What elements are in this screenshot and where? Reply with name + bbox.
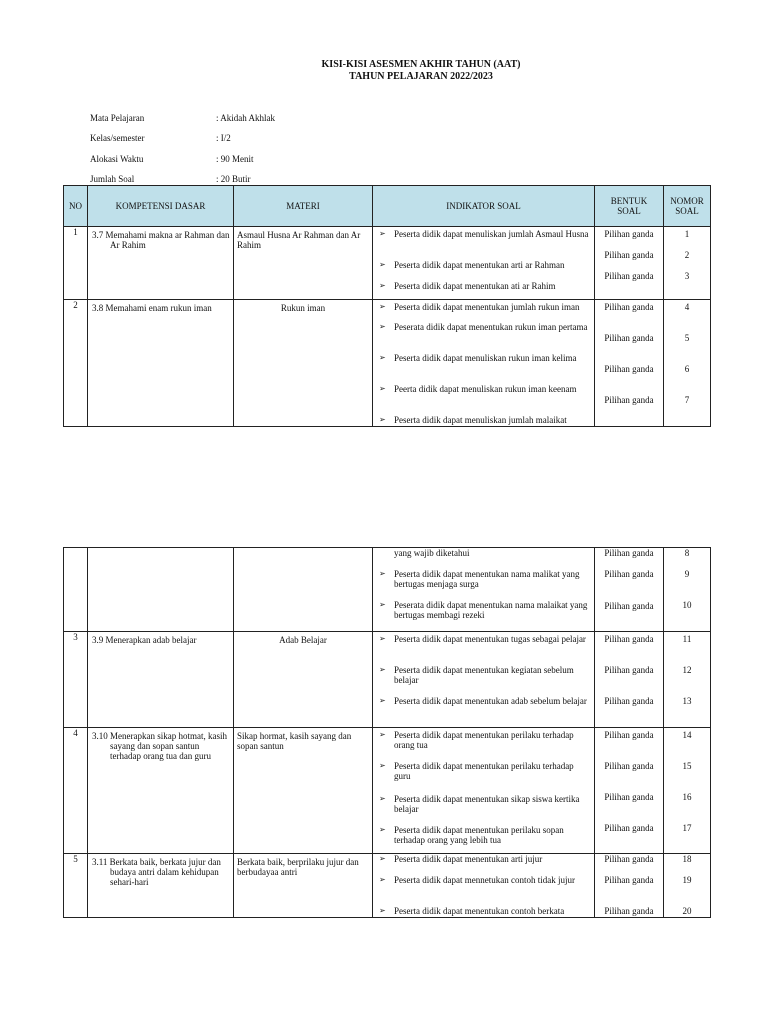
indikator-item [377,322,592,332]
indikator-item [377,854,592,864]
indikator-item [377,415,592,425]
nomor-item: 3 [684,271,690,281]
row-kompetensi-dasar [88,632,234,728]
indikator-item [377,384,592,394]
bentuk-item: Pilihan ganda [604,730,654,740]
nomor-item: 17 [682,823,692,833]
nomor-item: 4 [684,302,690,312]
info-value-waktu: : 90 Menit [216,154,254,164]
row-kompetensi-dasar [88,227,234,300]
row-indikator [373,854,595,918]
bentuk-item: Pilihan ganda [604,250,654,260]
bentuk-item: Pilihan ganda [604,854,654,864]
arrow-bullet-icon: ➢ [379,825,386,834]
row-no: 4 [64,728,88,854]
row-indikator [373,728,595,854]
arrow-bullet-icon: ➢ [379,761,386,770]
nomor-item: 20 [682,906,692,916]
bentuk-item: Pilihan ganda [604,271,654,281]
arrow-bullet-icon: ➢ [379,415,386,424]
indikator-text: Peserta didik dapat menuliskan jumlah malaikat [394,415,567,425]
indikator-text: Peserta didik dapat menuliskan rukun iman kelima [394,353,577,363]
indikator-continuation [377,548,592,558]
indikator-text: Peserta didik dapat mennetukan contoh tidak jujur [394,875,575,885]
bentuk-item: Pilihan ganda [604,569,654,579]
indikator-item [377,229,592,239]
bentuk-item: Pilihan ganda [604,906,654,916]
materi-text: Adab Belajar [279,635,327,645]
kd-text: 3.11 Berkata baik, berkata jujur dan budaya antri dalam kehidupan sehari-hari [92,857,221,887]
indikator-text: yang wajib diketahui [394,548,470,558]
row-bentuk-soal [595,227,664,300]
table-row [64,728,711,854]
document-title-line2: TAHUN PELAJARAN 2022/2023 [349,71,493,82]
nomor-item: 11 [682,634,692,644]
indikator-text: Peserata didik dapat menentukan nama malaikat yang bertugas membagi rezeki [394,600,588,620]
bentuk-item: Pilihan ganda [604,601,654,611]
header-bentuk-soal [595,186,664,227]
bentuk-item: Pilihan ganda [604,364,654,374]
bentuk-item: Pilihan ganda [604,823,654,833]
bentuk-item: Pilihan ganda [604,229,654,239]
row-no: 5 [64,854,88,918]
arrow-bullet-icon: ➢ [379,634,386,643]
bentuk-item: Pilihan ganda [604,792,654,802]
info-label-jumlah: Jumlah Soal [90,174,135,184]
arrow-bullet-icon: ➢ [379,730,386,739]
nomor-item: 6 [684,364,690,374]
indikator-text: Peserta didik dapat menentukan contoh berkata [394,906,565,916]
indikator-item [377,696,592,706]
indikator-text: Peserta didik dapat menentukan perilaku terhadap guru [394,761,574,781]
indikator-text: Peserta didik dapat menentukan nama malikat yang bertugas menjaga surga [394,569,580,589]
row-indikator [373,632,595,728]
materi-text: Rukun iman [280,303,326,313]
kisi-table-page2 [63,547,711,918]
row-no: 1 [64,227,88,300]
row-bentuk-soal [595,854,664,918]
indikator-item [377,875,592,885]
indikator-text: Peserta didik dapat menentukan jumlah rukun iman [394,302,580,312]
info-label-kelas: Kelas/semester [90,133,145,143]
info-label-waktu: Alokasi Waktu [90,154,144,164]
row-no: 3 [64,632,88,728]
nomor-item: 1 [684,229,690,239]
table-row [64,854,711,918]
row-nomor-soal [664,300,711,427]
nomor-item: 14 [682,730,692,740]
indikator-item [377,665,592,685]
row-kompetensi-dasar [88,300,234,427]
row-bentuk-soal [595,632,664,728]
nomor-item: 8 [684,548,690,558]
table-row [64,548,711,632]
bentuk-item: Pilihan ganda [604,395,654,405]
table-header-row [64,186,711,227]
indikator-item [377,634,592,644]
row-materi [234,632,373,728]
row-kompetensi-dasar [88,728,234,854]
nomor-item: 15 [682,761,692,771]
row-nomor-soal [664,548,711,632]
indikator-item [377,730,592,750]
indikator-text: Peserta didik dapat menentukan arti ar Rahman [394,260,565,270]
arrow-bullet-icon: ➢ [379,353,386,362]
arrow-bullet-icon: ➢ [379,906,386,915]
row-materi [234,728,373,854]
kd-text: 3.8 Memahami enam rukun iman [92,303,212,313]
bentuk-item: Pilihan ganda [604,696,654,706]
bentuk-item: Pilihan ganda [604,761,654,771]
info-value-mapel: : Akidah Akhlak [216,113,275,123]
table-row [64,227,711,300]
row-bentuk-soal [595,548,664,632]
indikator-text: Peserta didik dapat menuliskan jumlah Asmaul Husna [394,229,589,239]
nomor-item: 2 [684,250,690,260]
bentuk-item: Pilihan ganda [604,634,654,644]
row-kompetensi-dasar [88,854,234,918]
row-nomor-soal [664,728,711,854]
arrow-bullet-icon: ➢ [379,302,386,311]
bentuk-item: Pilihan ganda [604,333,654,343]
materi-text: Sikap hormat, kasih sayang dan sopan santun [237,731,352,751]
indikator-text: Peserta didik dapat menentukan perilaku sopan terhadap orang yang lebih tua [394,825,564,845]
bentuk-item: Pilihan ganda [604,548,654,558]
arrow-bullet-icon: ➢ [379,854,386,863]
kd-text: 3.7 Memahami makna ar Rahman dan Ar Rahim [92,230,230,250]
kd-text: 3.9 Menerapkan adab belajar [92,635,197,645]
arrow-bullet-icon: ➢ [379,600,386,609]
row-no [64,548,88,632]
indikator-text: Peserta didik dapat menentukan perilaku terhadap orang tua [394,730,574,750]
row-bentuk-soal [595,728,664,854]
row-no: 2 [64,300,88,427]
header-bentuk-line1: BENTUK [610,196,648,206]
header-nomor-line2: SOAL [675,206,699,216]
arrow-bullet-icon: ➢ [379,322,386,331]
bentuk-item: Pilihan ganda [604,302,654,312]
kd-text: 3.10 Menerapkan sikap hotmat, kasih sayang dan sopan santun terhadap orang tua dan guru [92,731,227,761]
nomor-item: 18 [682,854,692,864]
info-value-jumlah: : 20 Butir [216,174,251,184]
arrow-bullet-icon: ➢ [379,794,386,803]
indikator-item [377,600,592,620]
nomor-item: 12 [682,665,692,675]
nomor-item: 19 [682,875,692,885]
header-kompetensi-dasar: KOMPETENSI DASAR [88,186,234,227]
indikator-item [377,906,592,916]
bentuk-item: Pilihan ganda [604,665,654,675]
indikator-item [377,794,592,814]
indikator-text: Peserta didik dapat menentukan arti jujur [394,854,543,864]
kd-text [88,548,233,551]
arrow-bullet-icon: ➢ [379,696,386,705]
row-indikator [373,548,595,632]
header-nomor-line1: NOMOR [670,196,704,206]
indikator-item [377,825,592,845]
arrow-bullet-icon: ➢ [379,665,386,674]
arrow-bullet-icon: ➢ [379,569,386,578]
kisi-table-page1 [63,185,711,427]
materi-text: Asmaul Husna Ar Rahman dan Ar Rahim [237,230,361,250]
indikator-text: Peserta didik dapat menentukan tugas sebagai pelajar [394,634,586,644]
indikator-item [377,281,592,291]
nomor-item: 16 [682,792,692,802]
nomor-item: 9 [684,569,690,579]
row-bentuk-soal [595,300,664,427]
arrow-bullet-icon: ➢ [379,281,386,290]
bentuk-item: Pilihan ganda [604,875,654,885]
nomor-item: 5 [684,333,690,343]
indikator-item [377,302,592,312]
row-indikator [373,227,595,300]
info-label-mapel: Mata Pelajaran [90,113,145,123]
row-materi [234,227,373,300]
indikator-text: Peerta didik dapat menuliskan rukun iman keenam [394,384,577,394]
indikator-item [377,761,592,781]
row-nomor-soal [664,854,711,918]
materi-text [234,548,372,551]
indikator-item [377,569,592,589]
nomor-item: 7 [684,395,690,405]
indikator-item [377,353,592,363]
row-indikator [373,300,595,427]
indikator-text: Peserta didik dapat menentukan adab sebelum belajar [394,696,587,706]
arrow-bullet-icon: ➢ [379,384,386,393]
row-nomor-soal [664,227,711,300]
table-row [64,632,711,728]
header-indikator-soal: INDIKATOR SOAL [373,186,595,227]
indikator-text: Peserata didik dapat menentukan rukun iman pertama [394,322,588,332]
row-kompetensi-dasar [88,548,234,632]
document-title-line1: KISI-KISI ASESMEN AKHIR TAHUN (AAT) [321,59,521,70]
row-nomor-soal [664,632,711,728]
info-value-kelas: : I/2 [216,133,231,143]
indikator-item [377,260,592,270]
nomor-item: 13 [682,696,692,706]
materi-text: Berkata baik, berprilaku jujur dan berbudayaa antri [237,857,359,877]
indikator-text: Peserta didik dapat menentukan ati ar Rahim [394,281,556,291]
row-materi [234,854,373,918]
row-materi [234,300,373,427]
indikator-text: Peserta didik dapat menentukan sikap siswa kertika belajar [394,794,580,814]
arrow-bullet-icon: ➢ [379,229,386,238]
table-row [64,300,711,427]
nomor-item: 10 [682,600,692,610]
header-nomor-soal [664,186,711,227]
indikator-text: Peserta didik dapat menentukan kegiatan sebelum belajar [394,665,574,685]
header-no: NO [64,186,88,227]
header-materi: MATERI [234,186,373,227]
header-bentuk-line2: SOAL [617,206,641,216]
arrow-bullet-icon: ➢ [379,875,386,884]
arrow-bullet-icon: ➢ [379,260,386,269]
row-materi [234,548,373,632]
